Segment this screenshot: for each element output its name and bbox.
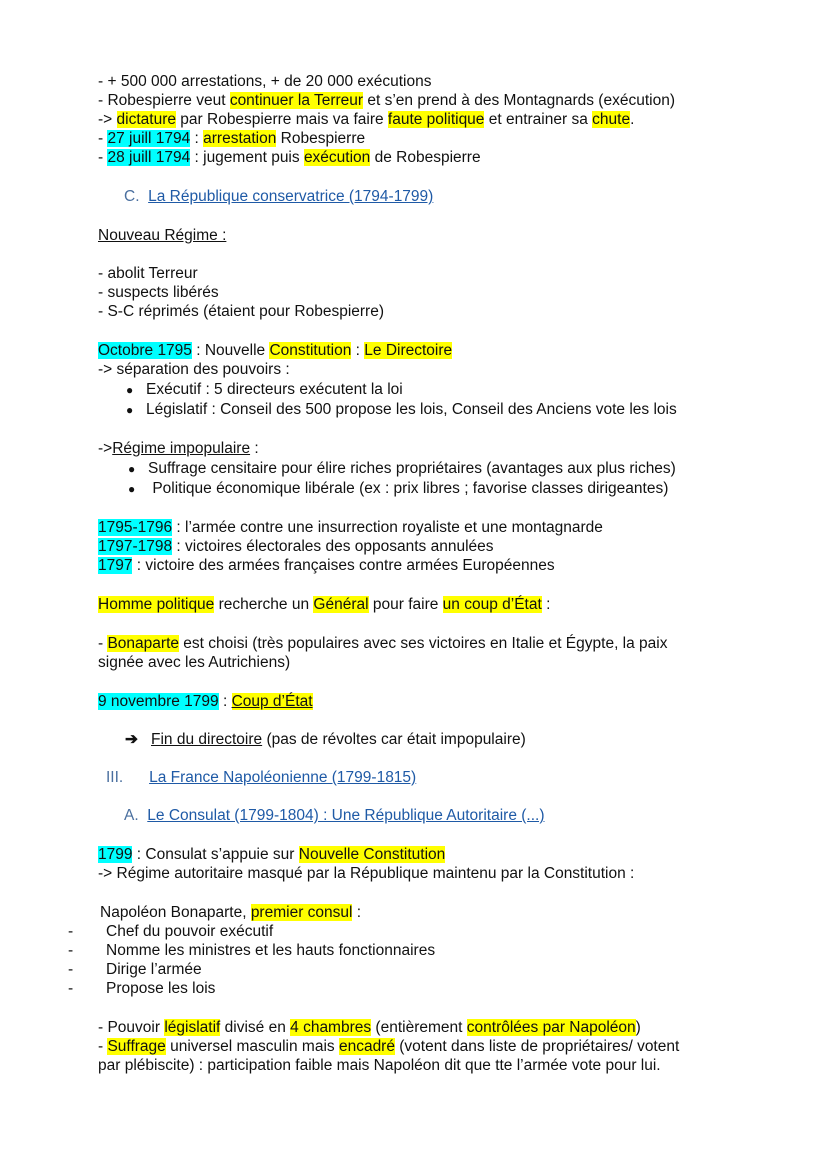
text: recherche un [214,596,314,613]
section-heading-iii [106,768,416,787]
dash-icon: - [68,942,74,959]
bullet-icon: ● [128,462,136,476]
text-line [98,634,668,653]
highlight-yellow: Bonaparte [107,635,179,652]
text: divisé en [220,1019,291,1036]
dash-item [68,922,273,941]
bullet-item [128,479,668,499]
text-line [98,91,675,110]
text: ) [635,1019,641,1036]
highlight-cyan: 28 juill 1794 [107,149,191,166]
highlight-yellow: Constitution [269,342,352,359]
text: : [351,342,365,359]
highlight-yellow: contrôlées par Napoléon [466,1019,636,1036]
text: (pas de révoltes car était impopulaire) [262,731,526,748]
text: -> Régime autoritaire masqué par la République maintenu par la Constitution : [98,865,635,882]
section-link-iii[interactable]: La France Napoléonienne (1799-1815) [149,769,417,786]
highlight-yellow: Le Directoire [364,342,453,359]
bullet-item [126,380,403,400]
section-link-c[interactable]: La République conservatrice (1794-1799) [148,188,434,205]
text: : [218,693,232,710]
highlight-yellow: arrestation [203,130,277,147]
highlight-yellow: Général [313,596,369,613]
text: -> [98,111,117,128]
bullet-icon: ● [126,403,134,417]
text: : [250,440,259,457]
text: par Robespierre mais va faire [175,111,388,128]
highlight-yellow: Nouvelle Constitution [298,846,446,863]
text: de Robespierre [370,149,481,166]
text: Chef du pouvoir exécutif [106,923,274,940]
text-line [98,1018,641,1037]
highlight-cyan: 9 novembre 1799 [98,693,219,710]
text-line [98,72,431,91]
text: (votent dans liste de propriétaires/ votent [394,1038,680,1055]
list-item [98,264,198,283]
highlight-yellow: Suffrage [107,1038,166,1055]
text: - S-C réprimés (étaient pour Robespierre) [98,303,384,320]
highlight-cyan: 1797 [98,557,133,574]
text-line [98,360,290,379]
text: : [352,904,362,921]
section-heading-a [124,806,544,825]
text: Robespierre [276,130,366,147]
text: : Consulat s’appuie sur [132,846,299,863]
text-line [98,518,603,537]
text: signée avec les Autrichiens) [98,654,291,671]
highlight-yellow: exécution [303,149,371,166]
dash-item [68,941,435,960]
dash-item [68,960,202,979]
highlight-yellow: faute politique [387,111,485,128]
text: par plébiscite) : participation faible mais Napoléon dit que tte l’armée vote pour lui. [98,1057,661,1074]
highlight-yellow: continuer la Terreur [229,92,364,109]
text: est choisi (très populaires avec ses victoires en Italie et Égypte, la paix [179,635,668,652]
text-line [98,864,634,883]
section-link-a[interactable]: Le Consulat (1799-1804) : Une République Autoritaire (...) [147,807,545,824]
text: Napoléon Bonaparte, [100,904,251,921]
text: : Nouvelle [191,342,270,359]
bullet-icon: ● [128,482,136,496]
text: - abolit Terreur [98,265,198,282]
section-letter: C. [124,188,140,205]
text: -> séparation des pouvoirs : [98,361,290,378]
highlight-yellow: chute [592,111,631,128]
bullet-item [128,459,676,479]
text-line [98,1056,661,1075]
text-line [98,1037,679,1056]
text: : victoires électorales des opposants annulées [172,538,494,555]
text-line [98,692,313,711]
text-line [98,537,494,556]
text-line [125,730,526,749]
text: : jugement puis [190,149,304,166]
text-line [98,110,634,129]
text: Fin du directoire [151,731,263,748]
highlight-yellow: législatif [164,1019,221,1036]
text-line [98,148,481,167]
text-line [98,653,290,672]
text: - Robespierre veut [98,92,230,109]
text: - [98,149,108,166]
text: : [190,130,204,147]
highlight-yellow: Coup d’État [231,693,313,710]
list-item [98,283,219,302]
highlight-yellow: dictature [116,111,176,128]
section-number: III. [106,769,124,786]
highlight-yellow: un coup d’État [442,596,542,613]
highlight-cyan: Octobre 1795 [98,342,192,359]
dash-icon: - [68,923,74,940]
heading: Régime impopulaire [112,440,251,457]
text: - [98,130,108,147]
highlight-cyan: 1799 [98,846,133,863]
text: Politique économique libérale (ex : prix libres ; favorise classes dirigeantes) [152,480,669,497]
text: (entièrement [371,1019,467,1036]
highlight-yellow: 4 chambres [290,1019,372,1036]
text: - Pouvoir [98,1019,165,1036]
highlight-yellow: encadré [338,1038,395,1055]
dash-icon: - [68,961,74,978]
text-line [98,595,550,614]
arrow-right-icon: ➔ [125,731,138,748]
section-letter: A. [124,807,139,824]
dash-item [68,979,215,998]
text: : [541,596,551,613]
list-item [98,302,384,321]
text: Législatif : Conseil des 500 propose les lois, Conseil des Anciens vote les lois [146,401,677,418]
text: - [98,1038,108,1055]
text-line [98,556,555,575]
text: - [98,635,108,652]
highlight-yellow: premier consul [250,904,353,921]
heading: Nouveau Régime : [98,227,227,244]
highlight-yellow: Homme politique [98,596,215,613]
highlight-cyan: 27 juill 1794 [107,130,191,147]
text: Suffrage censitaire pour élire riches propriétaires (avantages aux plus riches) [148,460,676,477]
text: Propose les lois [106,980,216,997]
text: Dirige l’armée [106,961,202,978]
text: et s’en prend à des Montagnards (exécution) [363,92,675,109]
text-line [98,341,452,360]
text-line [100,903,361,922]
text-line [98,129,365,148]
text: pour faire [368,596,443,613]
dash-icon: - [68,980,74,997]
text: universel masculin mais [165,1038,339,1055]
text: : l’armée contre une insurrection royaliste et une montagnarde [172,519,603,536]
text: : victoire des armées françaises contre armées Européennes [132,557,555,574]
bullet-item [126,400,677,420]
text: . [630,111,635,128]
section-heading-c [124,187,433,206]
bullet-icon: ● [126,383,134,397]
text: - + 500 000 arrestations, + de 20 000 exécutions [98,73,432,90]
text-line [98,845,445,864]
highlight-cyan: 1797-1798 [98,538,173,555]
highlight-cyan: 1795-1796 [98,519,173,536]
text: Nomme les ministres et les hauts fonctionnaires [106,942,436,959]
text: et entrainer sa [484,111,593,128]
text: - suspects libérés [98,284,219,301]
text-line [98,439,259,458]
text: -> [98,440,113,457]
text: Exécutif : 5 directeurs exécutent la loi [146,381,403,398]
nouveau-regime-heading [98,226,226,245]
